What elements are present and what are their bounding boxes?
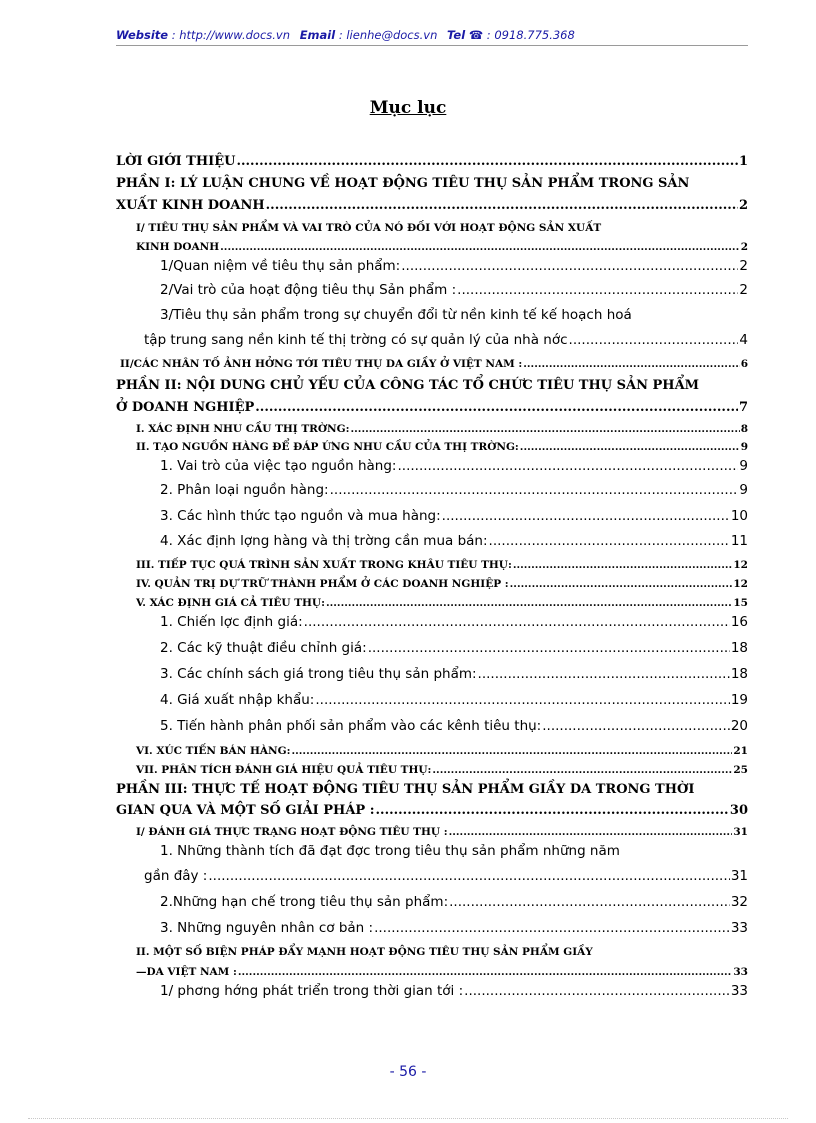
toc-entry-label: 1/ phơng hớng phát triển trong thời gian tới :: [160, 983, 464, 999]
toc-entry-page: 11: [730, 533, 748, 549]
toc-entry-page: 15: [733, 597, 748, 609]
toc-entry-page: 31: [730, 868, 748, 884]
toc-entry[interactable]: [144, 332, 748, 348]
toc-entry[interactable]: [116, 400, 748, 415]
toc-entry-label: II. TẠO NGUỒN HÀNG ĐỂ ĐÁP ỨNG NHU CẦU CỦA THỊ TRỜNG:: [136, 441, 519, 453]
toc-entry[interactable]: [136, 441, 748, 453]
website-url[interactable]: : http://www.docs.vn: [171, 28, 291, 42]
toc-entry-label: VII. PHÂN TÍCH ĐÁNH GIÁ HIỆU QUẢ TIÊU THỤ:: [136, 764, 432, 776]
toc-entry[interactable]: [160, 614, 748, 630]
toc-entry-label-line1: PHẦN II: NỘI DUNG CHỦ YẾU CỦA CÔNG TÁC TỔ CHỨC TIÊU THỤ SẢN PHẨM: [116, 378, 700, 393]
toc-entry-label: I. XÁC ĐỊNH NHU CẦU THỊ TRỜNG:: [136, 423, 350, 435]
toc-entry-label: IV. QUẢN TRỊ DỰ TRỮ THÀNH PHẨM Ở CÁC DOANH NGHIỆP :: [136, 578, 509, 590]
toc-entry-label: II/CÁC NHÂN TỐ ẢNH HỞNG TỚI TIÊU THỤ DA GIẦY Ở VIỆT NAM :: [120, 358, 523, 370]
toc-entry-label: tập trung sang nền kinh tế thị trờng có sự quản lý của nhà nớc: [144, 332, 568, 348]
phone-icon: ☎: [468, 28, 484, 42]
toc-entry-label: 4. Giá xuất nhập khẩu:: [160, 692, 315, 708]
toc-entry-label: 1. Vai trò của việc tạo nguồn hàng:: [160, 458, 397, 474]
toc-entry[interactable]: [160, 640, 748, 656]
page-bottom-divider: [28, 1118, 788, 1119]
toc-entry-page: 18: [730, 640, 748, 656]
toc-entry[interactable]: [116, 198, 748, 213]
toc-entry[interactable]: [136, 559, 748, 571]
toc-entry-label: 2. Phân loại nguồn hàng:: [160, 482, 329, 498]
toc-entry-page: 8: [740, 423, 748, 435]
toc-entry-label: V. XÁC ĐỊNH GIÁ CẢ TIÊU THỤ:: [136, 597, 325, 609]
toc-entry-label: 3. Các chính sách giá trong tiêu thụ sản phẩm:: [160, 666, 477, 682]
toc-entry-page: 25: [733, 764, 748, 776]
toc-entry-label-line1: 1. Những thành tích đã đạt đợc trong tiêu thụ sản phẩm những năm: [160, 843, 620, 859]
email-label: Email: [299, 28, 336, 42]
toc-entry-label: 2.Những hạn chế trong tiêu thụ sản phẩm:: [160, 894, 449, 910]
toc-entry[interactable]: [120, 358, 748, 370]
toc-entry-page: 33: [730, 920, 748, 936]
toc-entry-label: 4. Xác định lợng hàng và thị trờng cần mua bán:: [160, 533, 488, 549]
toc-entry-page: 18: [730, 666, 748, 682]
toc-entry[interactable]: [160, 508, 748, 524]
toc-entry-page: 9: [740, 441, 748, 453]
toc-entry[interactable]: [160, 533, 748, 549]
toc-entry[interactable]: [116, 154, 748, 169]
toc-entry[interactable]: [136, 826, 748, 838]
toc-entry-label-line1: 3/Tiêu thụ sản phẩm trong sự chuyển đổi từ nền kinh tế kế hoạch hoá: [160, 307, 632, 323]
toc-entry[interactable]: [160, 666, 748, 682]
toc-entry-page: 6: [740, 358, 748, 370]
toc-entry-label: I/ ĐÁNH GIÁ THỰC TRẠNG HOẠT ĐỘNG TIÊU THỤ :: [136, 826, 448, 838]
toc-entry-page: 33: [730, 983, 748, 999]
page-title: Mục lục: [369, 98, 447, 118]
header-divider: [116, 45, 748, 46]
toc-entry-page: 31: [733, 826, 748, 838]
page-header: [116, 28, 748, 46]
toc-entry-page: 2: [739, 258, 748, 274]
toc-entry[interactable]: [136, 745, 748, 757]
toc-entry-page: 20: [730, 718, 748, 734]
toc-entry-page: 7: [738, 400, 748, 415]
toc-entry[interactable]: [136, 578, 748, 590]
toc-entry-page: 2: [740, 241, 748, 253]
toc-entry-page: 21: [733, 745, 748, 757]
toc-entry[interactable]: [160, 920, 748, 936]
toc-entry[interactable]: [160, 894, 748, 910]
toc-entry[interactable]: [160, 282, 748, 298]
toc-entry-label: XUẤT KINH DOANH: [116, 198, 265, 213]
toc-entry-label: 2. Các kỹ thuật điều chỉnh giá:: [160, 640, 367, 656]
toc-entry-label: 3. Các hình thức tạo nguồn và mua hàng:: [160, 508, 441, 524]
toc-entry-page: 2: [739, 282, 748, 298]
toc-entry-label: 1/Quan niệm về tiêu thụ sản phẩm:: [160, 258, 401, 274]
toc-entry[interactable]: [160, 458, 748, 474]
toc-entry[interactable]: [136, 597, 748, 609]
toc-entry-page: 12: [733, 578, 748, 590]
toc-entry[interactable]: [160, 482, 748, 498]
toc-entry-page: 19: [730, 692, 748, 708]
toc-entry[interactable]: [160, 258, 748, 274]
toc-entry[interactable]: [160, 692, 748, 708]
toc-entry[interactable]: [136, 966, 748, 978]
toc-entry-label: —DA VIỆT NAM :: [136, 966, 237, 978]
toc-entry-label-line1: I/ TIÊU THỤ SẢN PHẨM VÀ VAI TRÒ CỦA NÓ ĐỐI VỚI HOẠT ĐỘNG SẢN XUẤT: [136, 222, 602, 234]
toc-entry-label: gần đây :: [144, 868, 208, 884]
toc-entry-page: 33: [733, 966, 748, 978]
tel-number: : 0918.775.368: [486, 28, 575, 42]
toc-entry-page: 9: [739, 482, 748, 498]
toc-entry-label: KINH DOANH: [136, 241, 220, 253]
email-address[interactable]: : lienhe@docs.vn: [338, 28, 438, 42]
toc-entry-page: 4: [739, 332, 748, 348]
toc-entry-page: 9: [739, 458, 748, 474]
toc-entry-label: 2/Vai trò của hoạt động tiêu thụ Sản phẩm :: [160, 282, 457, 298]
website-label: Website: [116, 28, 169, 42]
toc-entry[interactable]: [136, 423, 748, 435]
toc-entry-label: Ở DOANH NGHIỆP: [116, 400, 255, 415]
toc-entry-page: 10: [730, 508, 748, 524]
toc-entry-label: III. TIẾP TỤC QUÁ TRÌNH SẢN XUẤT TRONG KHÂU TIÊU THỤ:: [136, 559, 512, 571]
toc-entry-page: 16: [730, 614, 748, 630]
toc-entry[interactable]: [160, 718, 748, 734]
toc-entry-page: 2: [738, 198, 748, 213]
toc-entry[interactable]: [136, 241, 748, 253]
tel-label: Tel: [447, 28, 466, 42]
toc-entry-label-line1: PHẦN I: LÝ LUẬN CHUNG VỀ HOẠT ĐỘNG TIÊU THỤ SẢN PHẨM TRONG SẢN: [116, 176, 690, 191]
toc-entry-page: 1: [738, 154, 748, 169]
toc-entry[interactable]: [160, 983, 748, 999]
toc-entry[interactable]: [144, 868, 748, 884]
toc-entry-page: 32: [730, 894, 748, 910]
toc-entry-label: VI. XÚC TIẾN BÁN HÀNG:: [136, 745, 291, 757]
toc-entry[interactable]: [116, 803, 748, 818]
toc-entry-label: 5. Tiến hành phân phối sản phẩm vào các kênh tiêu thụ:: [160, 718, 542, 734]
toc-entry-label-line1: PHẦN III: THỰC TẾ HOẠT ĐỘNG TIÊU THỤ SẢN PHẨM GIẦY DA TRONG THỜI: [116, 782, 695, 797]
toc-entry-label: 1. Chiến lợc định giá:: [160, 614, 303, 630]
toc-entry-page: 12: [733, 559, 748, 571]
toc-entry-label: LỜI GIỚI THIỆU: [116, 154, 236, 169]
toc-entry[interactable]: [136, 764, 748, 776]
toc-entry-label: GIAN QUA VÀ MỘT SỐ GIẢI PHÁP :: [116, 803, 375, 818]
toc-entry-label-line1: II. MỘT SỐ BIỆN PHÁP ĐẨY MẠNH HOẠT ĐỘNG TIÊU THỤ SẢN PHẨM GIẦY: [136, 946, 593, 958]
toc-entry-label: 3. Những nguyên nhân cơ bản :: [160, 920, 374, 936]
toc-entry-page: 30: [729, 803, 748, 818]
page-number: - 56 -: [389, 1064, 427, 1080]
